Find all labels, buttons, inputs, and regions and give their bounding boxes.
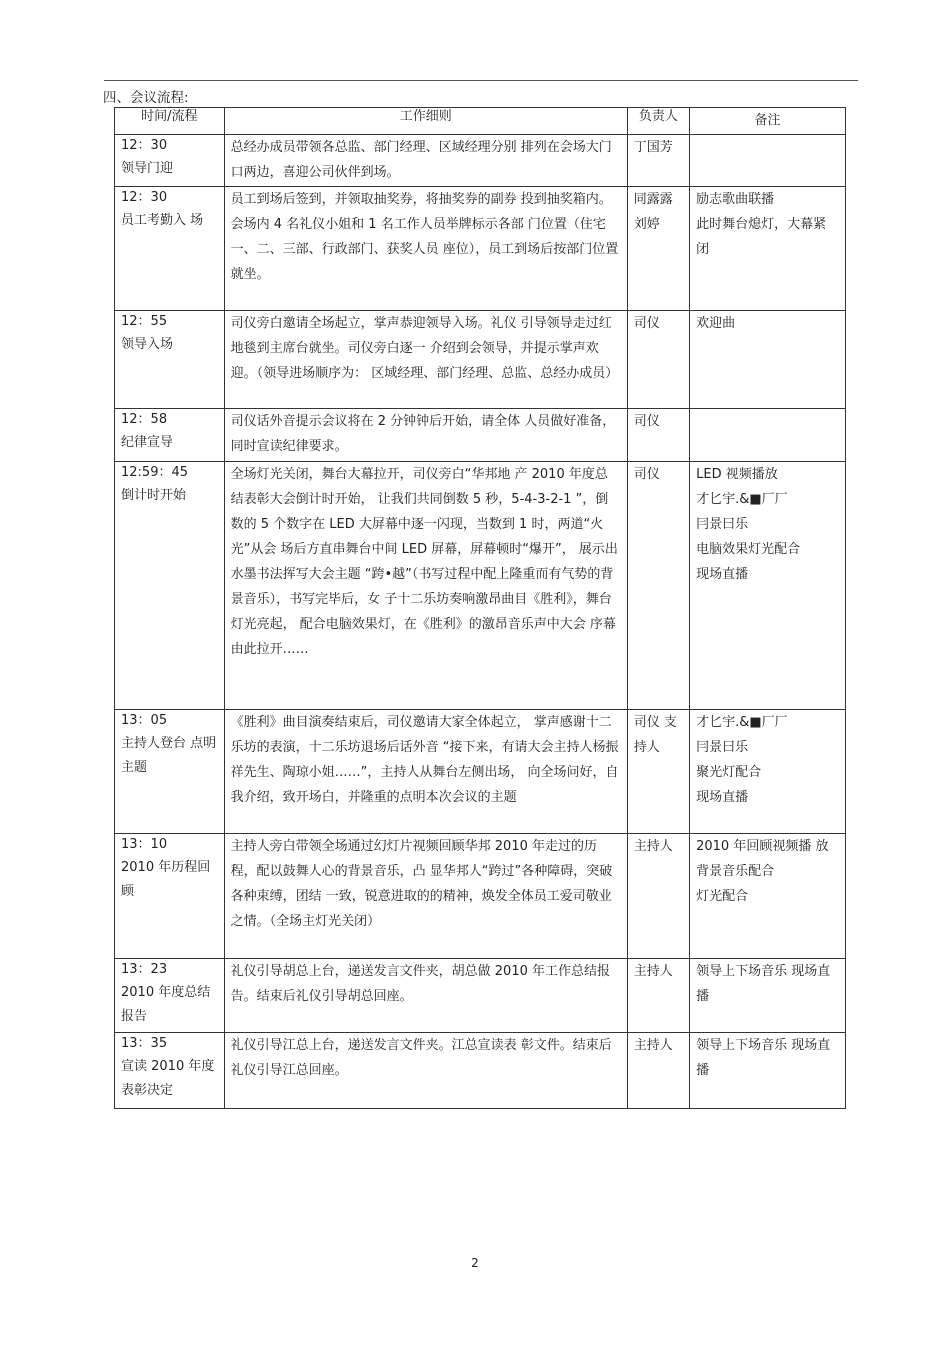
cell-owner-line: 刘婷 xyxy=(633,217,660,232)
cell-time-process xyxy=(115,959,225,1033)
cell-notes xyxy=(690,187,846,311)
cell-notes-line: 电脑效果灯光配合 xyxy=(696,542,801,557)
section-title: 四、会议流程: xyxy=(103,90,189,106)
cell-owner xyxy=(627,311,689,409)
header-rule xyxy=(104,80,858,81)
process-text: 倒计时开始 xyxy=(121,488,187,503)
cell-time-process xyxy=(115,834,225,959)
cell-detail-line: 员工到场后签到，并领取抽奖券，将抽奖券的副券 投到抽奖箱内。 xyxy=(230,192,612,207)
cell-detail-line: 总经办成员带领各总监、部门经理、区域经理分别 排列在会场大门口两边，喜迎公司伙伴到场。 xyxy=(230,140,612,180)
cell-detail-line: 礼仪引导江总上台，递送发言文件夹。江总宣读表 彰文件。结束后礼仪引导江总回座。 xyxy=(230,1038,612,1078)
cell-notes-line: 才匕宇.&■厂厂 xyxy=(696,715,788,730)
cell-owner-line: 司仪 xyxy=(633,467,660,482)
header-owner: 负责人 xyxy=(627,108,689,135)
cell-detail xyxy=(224,187,627,311)
process-text: 2010 年度总结报告 xyxy=(121,985,211,1024)
table-body xyxy=(115,135,846,1109)
cell-owner-line: 主持人 xyxy=(633,839,673,854)
cell-detail-line: 司仪旁白邀请全场起立，掌声恭迎领导入场。礼仪 引导领导走过红地毯到主席台就坐。司仪旁白逐一 介绍到会领导，并提示掌声欢迎。（领导进场顺序为： 区域经理、部门经理、总监、总经办成员） xyxy=(230,316,619,381)
cell-detail-line: 主持人旁白带领全场通过幻灯片视频回顾华邦 2010 年走过的历程，配以鼓舞人心的背景音乐，凸 显华邦人“跨过”各种障碍，突破各种束缚，团结 一致，锐意进取的的精神，焕发全体员工爱司敬业 之情。（全场主灯光关闭） xyxy=(230,839,613,929)
process-text: 领导门迎 xyxy=(121,161,174,176)
table-row xyxy=(115,834,846,959)
cell-time-process xyxy=(115,462,225,710)
process-text: 2010 年历程回顾 xyxy=(121,860,211,899)
cell-notes xyxy=(690,959,846,1033)
process-text: 宣读 2010 年度表彰决定 xyxy=(121,1059,215,1098)
table-row xyxy=(115,710,846,834)
time-text: 13：10 xyxy=(121,837,168,852)
table-row xyxy=(115,409,846,462)
cell-owner-line: 主持人 xyxy=(633,1038,673,1053)
time-text: 12:59：45 xyxy=(121,465,189,480)
table-row xyxy=(115,1033,846,1109)
cell-detail-line: 司仪话外音提示会议将在 2 分钟钟后开始，请全体 人员做好准备，同时宣读纪律要求。 xyxy=(230,414,616,454)
cell-notes-line: 才匕宇.&■厂厂 xyxy=(696,492,788,507)
cell-notes xyxy=(690,409,846,462)
table-row xyxy=(115,462,846,710)
cell-notes-line: 领导上下场音乐 现场直播 xyxy=(696,964,831,1004)
header-time: 时间/流程 xyxy=(115,108,225,135)
cell-notes-line: 2010 年回顾视频播 放 xyxy=(696,839,829,854)
page-number: 2 xyxy=(471,1256,479,1270)
cell-detail xyxy=(224,311,627,409)
time-text: 12：55 xyxy=(121,314,168,329)
cell-owner-line: 司仪 xyxy=(633,414,660,429)
cell-detail-line: 会场内 4 名礼仪小姐和 1 名工作人员举牌标示各部 门位置（住宅一、二、三部、行政部门、获奖人员 座位），员工到场后按部门位置就坐。 xyxy=(230,217,619,282)
cell-time-process xyxy=(115,135,225,187)
table-row xyxy=(115,187,846,311)
cell-notes-line: 聚光灯配合 xyxy=(696,765,762,780)
cell-time-process xyxy=(115,409,225,462)
process-text: 纪律宣导 xyxy=(121,435,174,450)
table-row xyxy=(115,311,846,409)
cell-detail xyxy=(224,409,627,462)
cell-notes-line: 励志歌曲联播 xyxy=(696,192,775,207)
cell-owner xyxy=(627,710,689,834)
cell-notes-line: LED 视频播放 xyxy=(696,467,778,482)
cell-owner xyxy=(627,959,689,1033)
cell-notes-line: 冃景曰乐 xyxy=(696,740,749,755)
cell-notes-line: 背景音乐配合 xyxy=(696,864,775,879)
cell-detail xyxy=(224,959,627,1033)
cell-time-process xyxy=(115,1033,225,1109)
cell-detail-line: 全场灯光关闭，舞台大幕拉开，司仪旁白“华邦地 产 2010 年度总结表彰大会倒计时开始， 让我们共同倒数 5 秒，5-4-3-2-1 ”，倒数的 5 个数字在 LED 大屏幕中逐一闪现，当数到 1 时，两道“火光”从会 场后方直串舞台中间 LED 屏幕，屏幕顿时“爆开”， 展示出水墨书法挥写大会主题 “跨•越”（书写过程中配上隆重而有气势的背景音乐），书写完毕后，女 子十二乐坊奏响激昂曲目《胜利》，舞台灯光亮起， 配合电脑效果灯，在《胜利》的激昂音乐声中大会 序幕由此拉开…… xyxy=(230,467,618,657)
cell-owner-line: 司仪 xyxy=(633,316,660,331)
cell-time-process xyxy=(115,311,225,409)
cell-notes-line: 此时舞台熄灯，大幕紧闭 xyxy=(696,217,827,257)
process-text: 员工考勤入 场 xyxy=(121,213,204,228)
cell-detail-line: 《胜利》曲目演奏结束后，司仪邀请大家全体起立， 掌声感谢十二乐坊的表演，十二乐坊退场后话外音 “接下来，有请大会主持人杨振祥先生、陶琼小姐……”，主持人从舞台左侧出场， 向全场问好，自我介绍，致开场白，并隆重的点明本次会议的主题 xyxy=(230,715,619,805)
cell-owner-line: 主持人 xyxy=(633,964,673,979)
cell-owner xyxy=(627,409,689,462)
cell-notes-line: 灯光配合 xyxy=(696,889,749,904)
time-text: 13：05 xyxy=(121,713,168,728)
table-header-row xyxy=(115,108,846,135)
cell-time-process xyxy=(115,710,225,834)
cell-notes-line: 冃景曰乐 xyxy=(696,517,749,532)
cell-owner xyxy=(627,834,689,959)
cell-detail-line: 礼仪引导胡总上台，递送发言文件夹，胡总做 2010 年工作总结报告。结束后礼仪引导胡总回座。 xyxy=(230,964,610,1004)
cell-notes xyxy=(690,135,846,187)
process-text: 领导入场 xyxy=(121,337,174,352)
cell-notes-line: 现场直播 xyxy=(696,567,749,582)
cell-notes xyxy=(690,311,846,409)
time-text: 13：23 xyxy=(121,962,168,977)
cell-owner-line: 丁国芳 xyxy=(633,140,673,155)
header-notes: 备注 xyxy=(690,108,846,135)
table-row xyxy=(115,959,846,1033)
cell-detail xyxy=(224,135,627,187)
cell-owner-line: 司仪 支持人 xyxy=(633,715,677,755)
cell-owner-line: 同露露 xyxy=(633,192,673,207)
time-text: 12：30 xyxy=(121,138,168,153)
cell-notes-line: 欢迎曲 xyxy=(696,316,736,331)
cell-detail xyxy=(224,1033,627,1109)
cell-notes xyxy=(690,462,846,710)
cell-detail xyxy=(224,462,627,710)
cell-notes-line: 现场直播 xyxy=(696,790,749,805)
cell-time-process xyxy=(115,187,225,311)
time-text: 12：58 xyxy=(121,412,168,427)
cell-notes xyxy=(690,1033,846,1109)
header-detail: 工作细则 xyxy=(224,108,627,135)
cell-notes xyxy=(690,834,846,959)
meeting-flow-table xyxy=(114,107,846,1109)
cell-detail xyxy=(224,710,627,834)
cell-owner xyxy=(627,1033,689,1109)
time-text: 13：35 xyxy=(121,1036,168,1051)
cell-owner xyxy=(627,462,689,710)
cell-detail xyxy=(224,834,627,959)
cell-owner xyxy=(627,135,689,187)
process-text: 主持人登台 点明主题 xyxy=(121,736,217,775)
cell-notes-line: 领导上下场音乐 现场直播 xyxy=(696,1038,831,1078)
time-text: 12：30 xyxy=(121,190,168,205)
cell-notes xyxy=(690,710,846,834)
cell-owner xyxy=(627,187,689,311)
table-row xyxy=(115,135,846,187)
